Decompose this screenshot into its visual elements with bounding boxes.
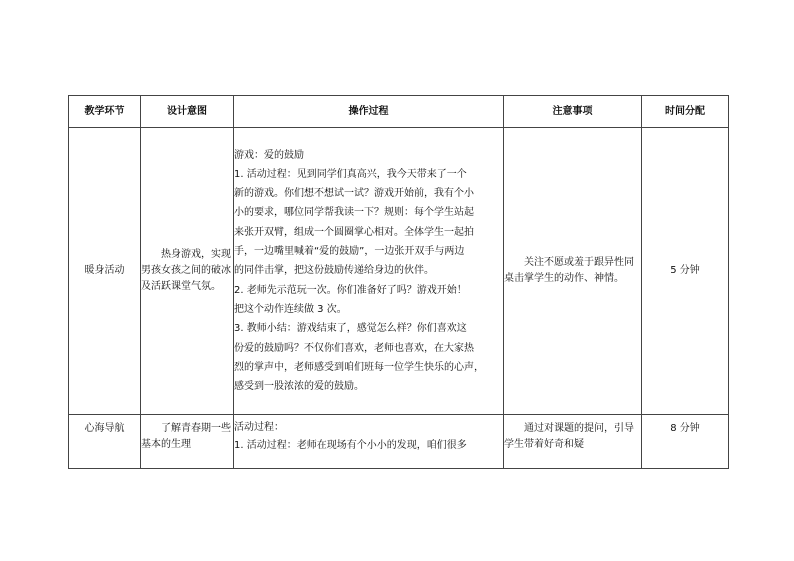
process-line: 份爱的鼓励吗？不仅你们喜欢，老师也喜欢，在大家热 — [234, 342, 474, 354]
cell-stage: 心海导航 — [69, 415, 141, 469]
process-line: 把这个动作连续做 3 次。 — [234, 303, 347, 315]
process-line: 1. 活动过程：见到同学们真高兴，我今天带来了一个 — [234, 168, 467, 180]
process-line: 烈的掌声中，老师感受到咱们班每一位学生快乐的心声， — [234, 361, 484, 373]
table-header-row — [69, 96, 729, 128]
process-line: 感受到一股浓浓的爱的鼓励。 — [234, 381, 364, 393]
process-line: 3. 教师小结：游戏结束了，感觉怎么样？你们喜欢这 — [234, 323, 467, 335]
process-line: 的同伴击掌，把这份鼓励传递给身边的伙伴。 — [234, 265, 434, 277]
table-row — [69, 128, 729, 415]
process-line: 来张开双臂，组成一个圆圈掌心相对。全体学生一起拍 — [234, 226, 474, 238]
table-row — [69, 415, 729, 469]
header-stage: 教学环节 — [69, 96, 141, 128]
cell-stage: 暖身活动 — [69, 128, 141, 415]
cell-process — [234, 415, 504, 469]
cell-time: 5 分钟 — [642, 128, 729, 415]
header-time: 时间分配 — [642, 96, 729, 128]
header-notes: 注意事项 — [504, 96, 642, 128]
header-process: 操作过程 — [234, 96, 504, 128]
cell-notes: 关注不愿或羞于跟异性同桌击掌学生的动作、神情。 — [504, 128, 642, 415]
process-line: 活动过程： — [234, 422, 284, 433]
process-line: 手，一边嘴里喊着“爱的鼓励”，一边张开双手与两边 — [234, 246, 465, 258]
cell-process — [234, 128, 504, 415]
cell-intent: 热身游戏，实现男孩女孩之间的破冰及活跃课堂气氛。 — [141, 128, 234, 415]
cell-time: 8 分钟 — [642, 415, 729, 469]
header-intent: 设计意图 — [141, 96, 234, 128]
cell-intent: 了解青春期一些基本的生理 — [141, 415, 234, 469]
cell-notes: 通过对课题的提问，引导学生带着好奇和疑 — [504, 415, 642, 469]
process-line: 1. 活动过程：老师在现场有个小小的发现，咱们很多 — [234, 440, 467, 451]
process-line: 新的游戏。你们想不想试一试？游戏开始前，我有个小 — [234, 188, 474, 200]
lesson-plan-table — [68, 95, 729, 469]
process-line: 小的要求，哪位同学帮我读一下？规则：每个学生站起 — [234, 207, 474, 219]
process-line: 游戏：爱的鼓励 — [234, 149, 304, 161]
process-line: 2. 老师先示范玩一次。你们准备好了吗？游戏开始！ — [234, 284, 467, 296]
